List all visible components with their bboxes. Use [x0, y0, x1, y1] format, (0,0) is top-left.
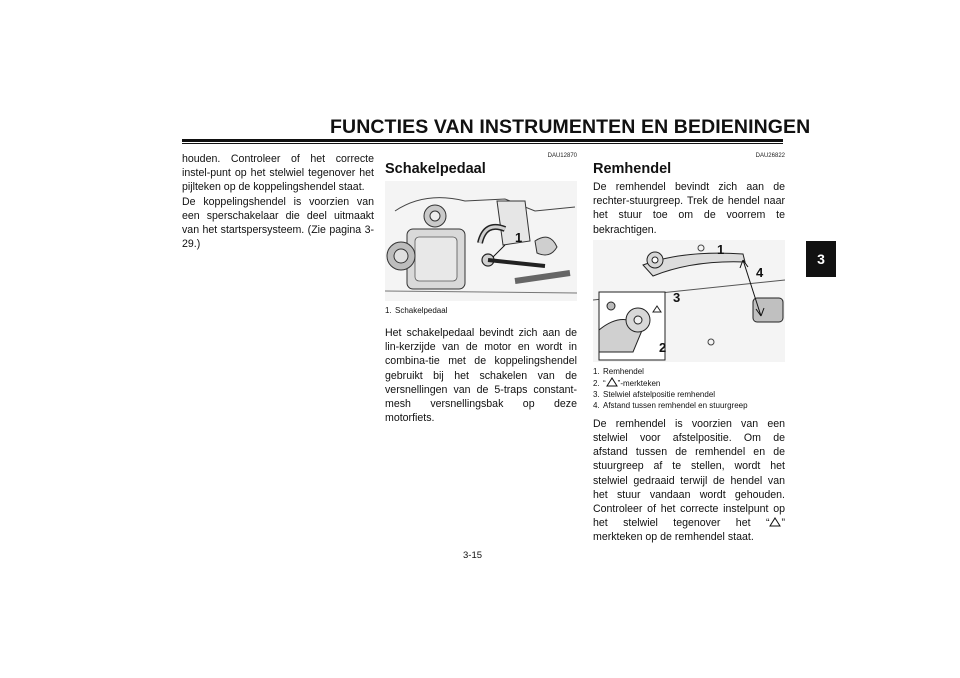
paragraph: De remhendel bevindt zich aan de rechter-stuurgreep. Trek de hendel naar het stuur toe om de voorrem te bekrachtigen.: [593, 181, 785, 236]
caption-text: Afstand tussen remhendel en stuurgreep: [603, 400, 748, 410]
caption-number: 4.: [593, 400, 600, 410]
figure-caption: [385, 305, 577, 316]
paragraph-text: ” merkteken op de remhendel staat.: [593, 517, 785, 544]
paragraph: Het schakelpedaal bevindt zich aan de lin-kerzijde van de motor en wordt in combina-tie met de koppelingshendel gebruikt bij het schakelen van de versnellingen van de 5-traps constant-mesh versnellingsbak op deze motorfiets.: [385, 327, 577, 425]
figure-caption: [593, 377, 785, 389]
caption-number: 1.: [593, 366, 600, 376]
header-rule-thin: [182, 143, 783, 144]
section-title-brake-lever: Remhendel: [593, 161, 672, 177]
figure-callout: 1: [717, 241, 725, 257]
caption-text: Schakelpedaal: [395, 306, 448, 315]
triangle-mark-icon: [769, 517, 781, 527]
section-title-shift-pedal: Schakelpedaal: [385, 161, 486, 177]
section-code: DAU26822: [755, 153, 785, 159]
caption-text: Remhendel: [603, 366, 644, 376]
caption-text: Stelwiel afstelpositie remhendel: [603, 389, 716, 399]
shift-pedal-figure: [385, 181, 577, 301]
header-rule: [182, 139, 783, 142]
triangle-mark-icon: [606, 377, 618, 387]
shift-pedal-illustration: [385, 181, 577, 301]
paragraph-text: De remhendel is voorzien van een stelwiel voor afstelpositie. Om de afstand tussen de remhendel en de stuurgreep af te stellen, wordt het stelwiel gedraaid terwijl de hendel van het stuur vandaan wordt gehouden. Controleer of het correcte instelpunt op het stelwiel tegenover het “: [593, 417, 785, 530]
paragraph: [593, 417, 785, 545]
paragraph: houden. Controleer of het correcte instel-punt op het stelwiel tegenover het pijlteken op de koppelingshendel staat.: [182, 153, 374, 194]
brake-lever-figure: [593, 240, 785, 362]
paragraph: De koppelingshendel is voorzien van een sperschakelaar die deel uitmaakt van het startspersysteem. (Zie pagina 3-29.): [182, 195, 374, 251]
column-1: [182, 152, 374, 251]
caption-text: “: [603, 378, 606, 388]
column-2: [385, 152, 577, 425]
brake-lever-illustration: [593, 240, 785, 362]
figure-callout: 2: [659, 339, 667, 355]
column-3: [593, 152, 785, 545]
caption-number: 3.: [593, 389, 600, 399]
figure-caption: [593, 389, 785, 400]
figure-caption: [593, 400, 785, 411]
caption-text: ”-merkteken: [617, 378, 661, 388]
section-code: DAU12870: [547, 153, 577, 159]
figure-callout: 4: [756, 264, 764, 280]
page-header-title: FUNCTIES VAN INSTRUMENTEN EN BEDIENINGEN: [330, 116, 811, 138]
caption-number: 1.: [385, 306, 392, 315]
page-number: 3-15: [463, 550, 483, 561]
figure-caption: [593, 366, 785, 377]
figure-callout: 3: [673, 289, 681, 305]
caption-number: 2.: [593, 378, 600, 388]
figure-callout: 1: [515, 230, 523, 245]
chapter-tab[interactable]: 3: [806, 241, 836, 277]
